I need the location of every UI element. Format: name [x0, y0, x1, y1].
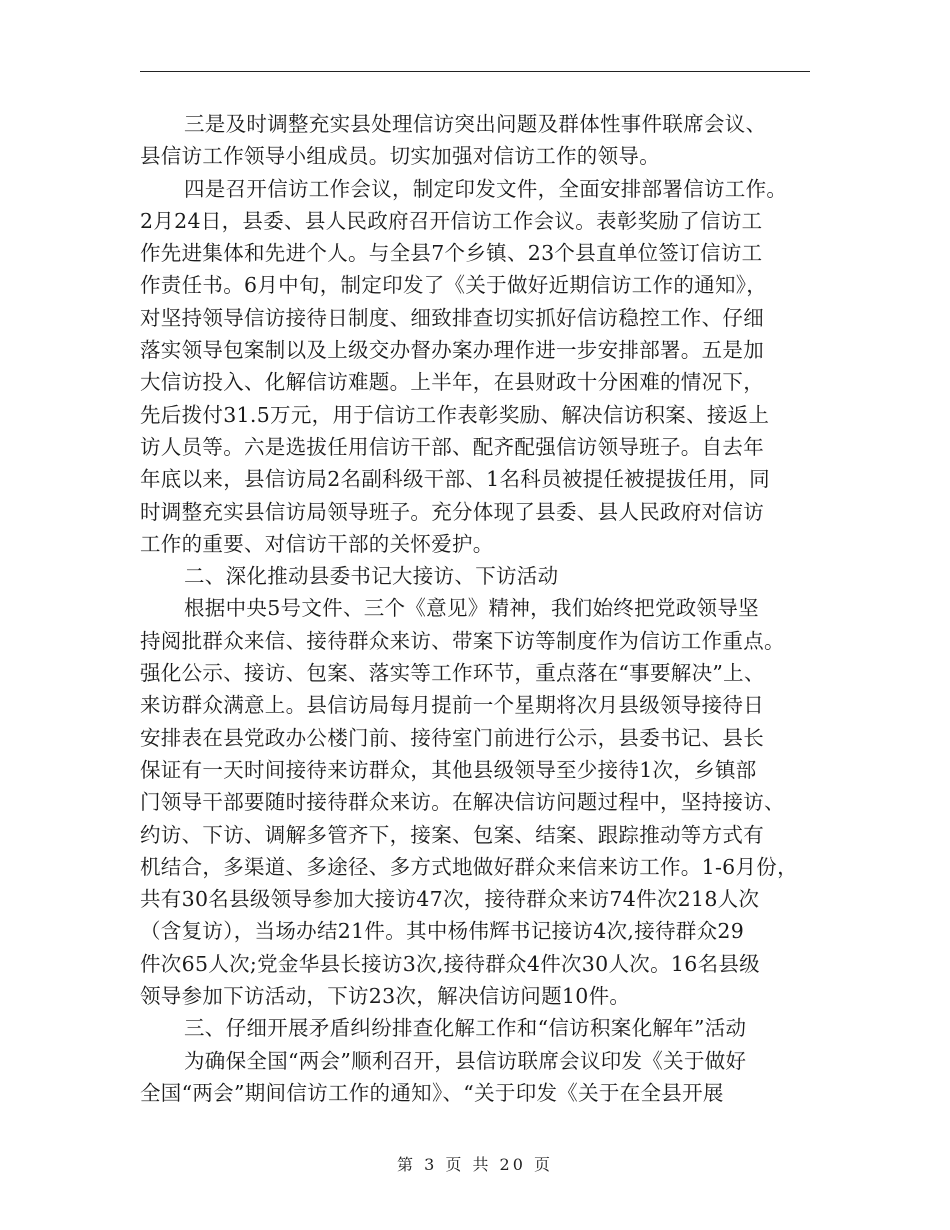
- text-line: 大信访投入、化解信访难题。上半年，在县财政十分困难的情况下，: [140, 370, 764, 395]
- text-line: 共有30名县级领导参加大接访47次，接待群众来访74件次218人次: [140, 887, 760, 912]
- text-line: 作责任书。6月中旬，制定印发了《关于做好近期信访工作的通知》，: [140, 273, 768, 298]
- text-line: 先后拨付31.5万元，用于信访工作表彰奖励、解决信访积案、接返上: [140, 402, 770, 427]
- text-line: 门领导干部要随时接待群众来访。在解决信访问题过程中，坚持接访、: [140, 790, 785, 815]
- text-line: 约访、下访、调解多管齐下，接案、包案、结案、跟踪推动等方式有: [140, 822, 764, 847]
- text-line: 全国“两会”期间信访工作的通知》、“关于印发《关于在全县开展: [140, 1080, 724, 1105]
- text-line: 落实领导包案制以及上级交办督办案办理作进一步安排部署。五是加: [140, 338, 764, 363]
- page-number-footer: 第 3 页 共 20 页: [397, 1155, 553, 1174]
- text-line: （含复访），当场办结21件。其中杨伟辉书记接访4次,接待群众29: [140, 919, 745, 944]
- text-line: 件次65人次;党金华县长接访3次,接待群众4件次30人次。16名县级: [140, 951, 760, 976]
- text-line: 年底以来，县信访局2名副科级干部、1名科员被提任被提拔任用，同: [140, 467, 770, 492]
- document-body: [140, 108, 825, 1109]
- text-line: 持阅批群众来信、接待群众来访、带案下访等制度作为信访工作重点。: [140, 628, 785, 653]
- text-line: 四是召开信访工作会议，制定印发文件，全面安排部署信访工作。: [184, 176, 788, 201]
- text-line: 二、深化推动县委书记大接访、下访活动: [184, 564, 559, 589]
- text-line: 对坚持领导信访接待日制度、细致排查切实抓好信访稳控工作、仔细: [140, 305, 764, 330]
- text-line: 机结合，多渠道、多途径、多方式地做好群众来信来访工作。1-6月份，: [140, 854, 798, 879]
- text-line: 三是及时调整充实县处理信访突出问题及群体性事件联席会议、: [184, 112, 767, 136]
- text-line: 保证有一天时间接待来访群众，其他县级领导至少接待1次，乡镇部: [140, 757, 757, 782]
- text-line: 领导参加下访活动，下访23次，解决信访问题10件。: [140, 984, 631, 1009]
- text-line: 工作的重要、对信访干部的关怀爱护。: [140, 531, 494, 556]
- text-line: 作先进集体和先进个人。与全县7个乡镇、23个县直单位签订信访工: [140, 241, 763, 266]
- text-line: 安排表在县党政办公楼门前、接待室门前进行公示，县委书记、县长: [140, 725, 764, 750]
- text-line: 三、仔细开展矛盾纠纷排查化解工作和“信访积案化解年”活动: [184, 1016, 747, 1041]
- text-line: 根据中央5号文件、三个《意见》精神，我们始终把党政领导坚: [184, 596, 759, 621]
- text-line: 为确保全国“两会”顺利召开，县信访联席会议印发《关于做好: [184, 1048, 747, 1073]
- text-line: 来访群众满意上。县信访局每月提前一个星期将次月县级领导接待日: [140, 693, 764, 718]
- text-line: 强化公示、接访、包案、落实等工作环节，重点落在“事要解决”上、: [140, 661, 765, 686]
- header-rule: [140, 71, 810, 72]
- text-line: 县信访工作领导小组成员。切实加强对信访工作的领导。: [140, 144, 660, 169]
- text-line: 2月24日，县委、县人民政府召开信访工作会议。表彰奖励了信访工: [140, 208, 763, 233]
- text-line: 时调整充实县信访局领导班子。充分体现了县委、县人民政府对信访: [140, 499, 764, 524]
- text-line: 访人员等。六是选拔任用信访干部、配齐配强信访领导班子。自去年: [140, 434, 764, 459]
